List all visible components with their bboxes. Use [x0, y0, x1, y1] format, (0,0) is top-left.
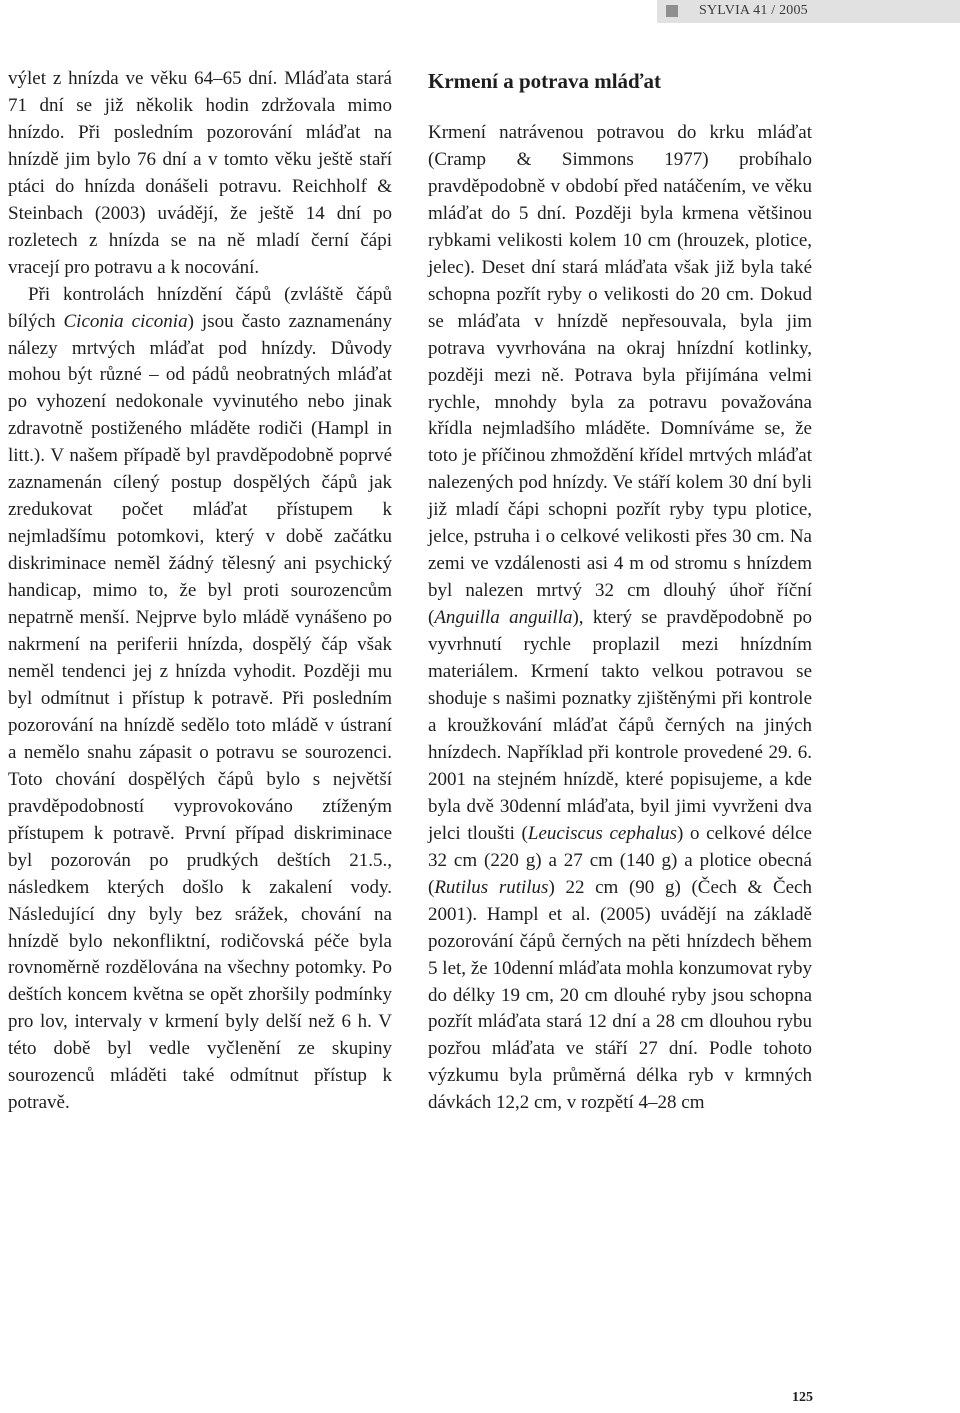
text-run: Při kontrolách hnízdění čápů (zvláště čápů bílých	[8, 283, 392, 332]
text-run: ) 22 cm (90 g) (Čech & Čech 2001). Hampl et al. (2005) uvádějí na základě pozorování čápů černých na pěti hnízdech během 5 let, že 10denní mláďata mohla konzumovat ryby do délky 19 cm, 20 cm dlouhé ryby jsou schopna pozřít mláďata stará 12 dní a 28 cm dlouhou rybu pozřou mláďata ve stáří 27 dní. Podle tohoto výzkumu byla průměrná délka ryb v krmných dávkách 12,2 cm, v rozpětí 4–28 cm	[428, 876, 812, 1114]
species-name: Leuciscus cephalus	[527, 822, 678, 844]
species-name: Ciconia ciconia	[63, 310, 188, 332]
paragraph-feeding	[428, 120, 812, 1117]
section-heading: Krmení a potrava mláďat	[428, 69, 661, 93]
species-name: Anguilla anguilla	[434, 607, 573, 629]
right-column	[428, 66, 812, 1117]
paragraph-discrimination	[8, 282, 392, 1118]
paragraph-continuation: výlet z hnízda ve věku 64–65 dní. Mláďata stará 71 dní se již několik hodin zdržovala mimo hnízdo. Při posledním pozorování mláďat na hnízdě jim bylo 76 dní a v tomto věku ještě staří ptáci do hnízda donášeli potravu. Reichholf & Steinbach (2003) uvádějí, že ještě 14 dní po rozletech z hnízda se na ně mladí černí čápi vracejí pro potravu a k nocování.	[8, 68, 392, 278]
running-header	[657, 0, 960, 23]
species-name: Rutilus rutilus	[434, 876, 549, 898]
text-run: ) o celkové délce 32 cm (220 g) a 27 cm (140 g) a plotice obecná (	[428, 822, 812, 898]
text-run: ), který se pravděpodobně po vyvrhnutí rychle proplazil mezi hnízdním materiálem. Krmení takto velkou potravou se shoduje s našimi poznatky zjištěnými při kontrole a kroužkování mláďat čápů černých na jiných hnízdech. Například při kontrole provedené 29. 6. 2001 na stejném hnízdě, které popisujeme, a kde byla dvě 30denní mláďata, byil jimi vyvrženi dva jelci tloušti (	[428, 607, 813, 844]
text-run: Krmení natrávenou potravou do krku mláďat (Cramp & Simmons 1977) probíhalo pravděpodobně v období před natáčením, ve věku mláďat do 5 dní. Později byla krmena většinou rybkami velikosti kolem 10 cm (hrouzek, plotice, jelec). Deset dní stará mláďata však již byla také schopna pozřít ryby o velikosti do 20 cm. Dokud se mláďata v hnízdě nepřesouvala, byla jim potrava vyvrhována na okraj hnízdní kotlinky, později mezi ně. Potrava byla přijímána velmi rychle, mnohdy byla za potravu považována křídla nejmladšího mláděte. Domníváme se, že toto je příčinou zhmoždění křídel mrtvých mláďat nalezených pod hnízdy. Ve stáří kolem 30 dní byli již mladí čápi schopni pozřít ryby typu plotice, jelce, pstruha i o celkové velikosti přes 30 cm. Na zemi ve vzdálenosti asi 4 m od stromu s hnízdem byl nalezen mrtvý 32 cm dlouhý úhoř říční (	[428, 122, 812, 629]
left-column	[8, 66, 392, 1117]
text-run: ) jsou často zaznamenány nálezy mrtvých mláďat pod hnízdy. Důvody mohou být různé – od pádů neobratných mláďat po vyhození nedokonale vyvinutého nebo jinak zdravotně postiženého mláděte rodiči (Hampl in litt.). V našem případě byl pravděpodobně poprvé zaznamenán cílený postup dospělých čápů jak zredukovat počet mláďat přístupem k nejmladšímu potomkovi, který v době začátku diskriminace neměl žádný tělesný ani psychický handicap, mimo to, že byl proti sourozencům nepatrně menší. Nejprve bylo mládě vynášeno po nakrmení na periferii hnízda, dospělý čáp však neměl tendenci jej z hnízda vyhodit. Později mu byl odmítnut i přístup k potravě. Při posledním pozorování na hnízdě sedělo toto mládě v ústraní a nemělo snahu zápasit o potravu se sourozenci. Toto chování dospělých čápů bylo s největší pravděpodobností vyprovokováno ztíženým přístupem k potravě. První případ diskriminace byl pozorován po prudkých deštích 21.5., následkem kterých došlo k zakalení vody. Následující dny byly bez srážek, chování na hnízdě bylo nekonfliktní, rodičovská péče byla rovnoměrně rozdělována na všechny potomky. Po deštích koncem května se opět zhoršily podmínky pro lov, intervaly v krmení byly delší než 6 h. V této době byl vedle vyčlenění ze skupiny sourozenců mláděti také odmítnut přístup k potravě.	[8, 310, 393, 1114]
journal-title: SYLVIA 41 / 2005	[699, 3, 808, 18]
page-number: 125	[792, 1390, 813, 1405]
header-square-marker	[666, 5, 678, 17]
